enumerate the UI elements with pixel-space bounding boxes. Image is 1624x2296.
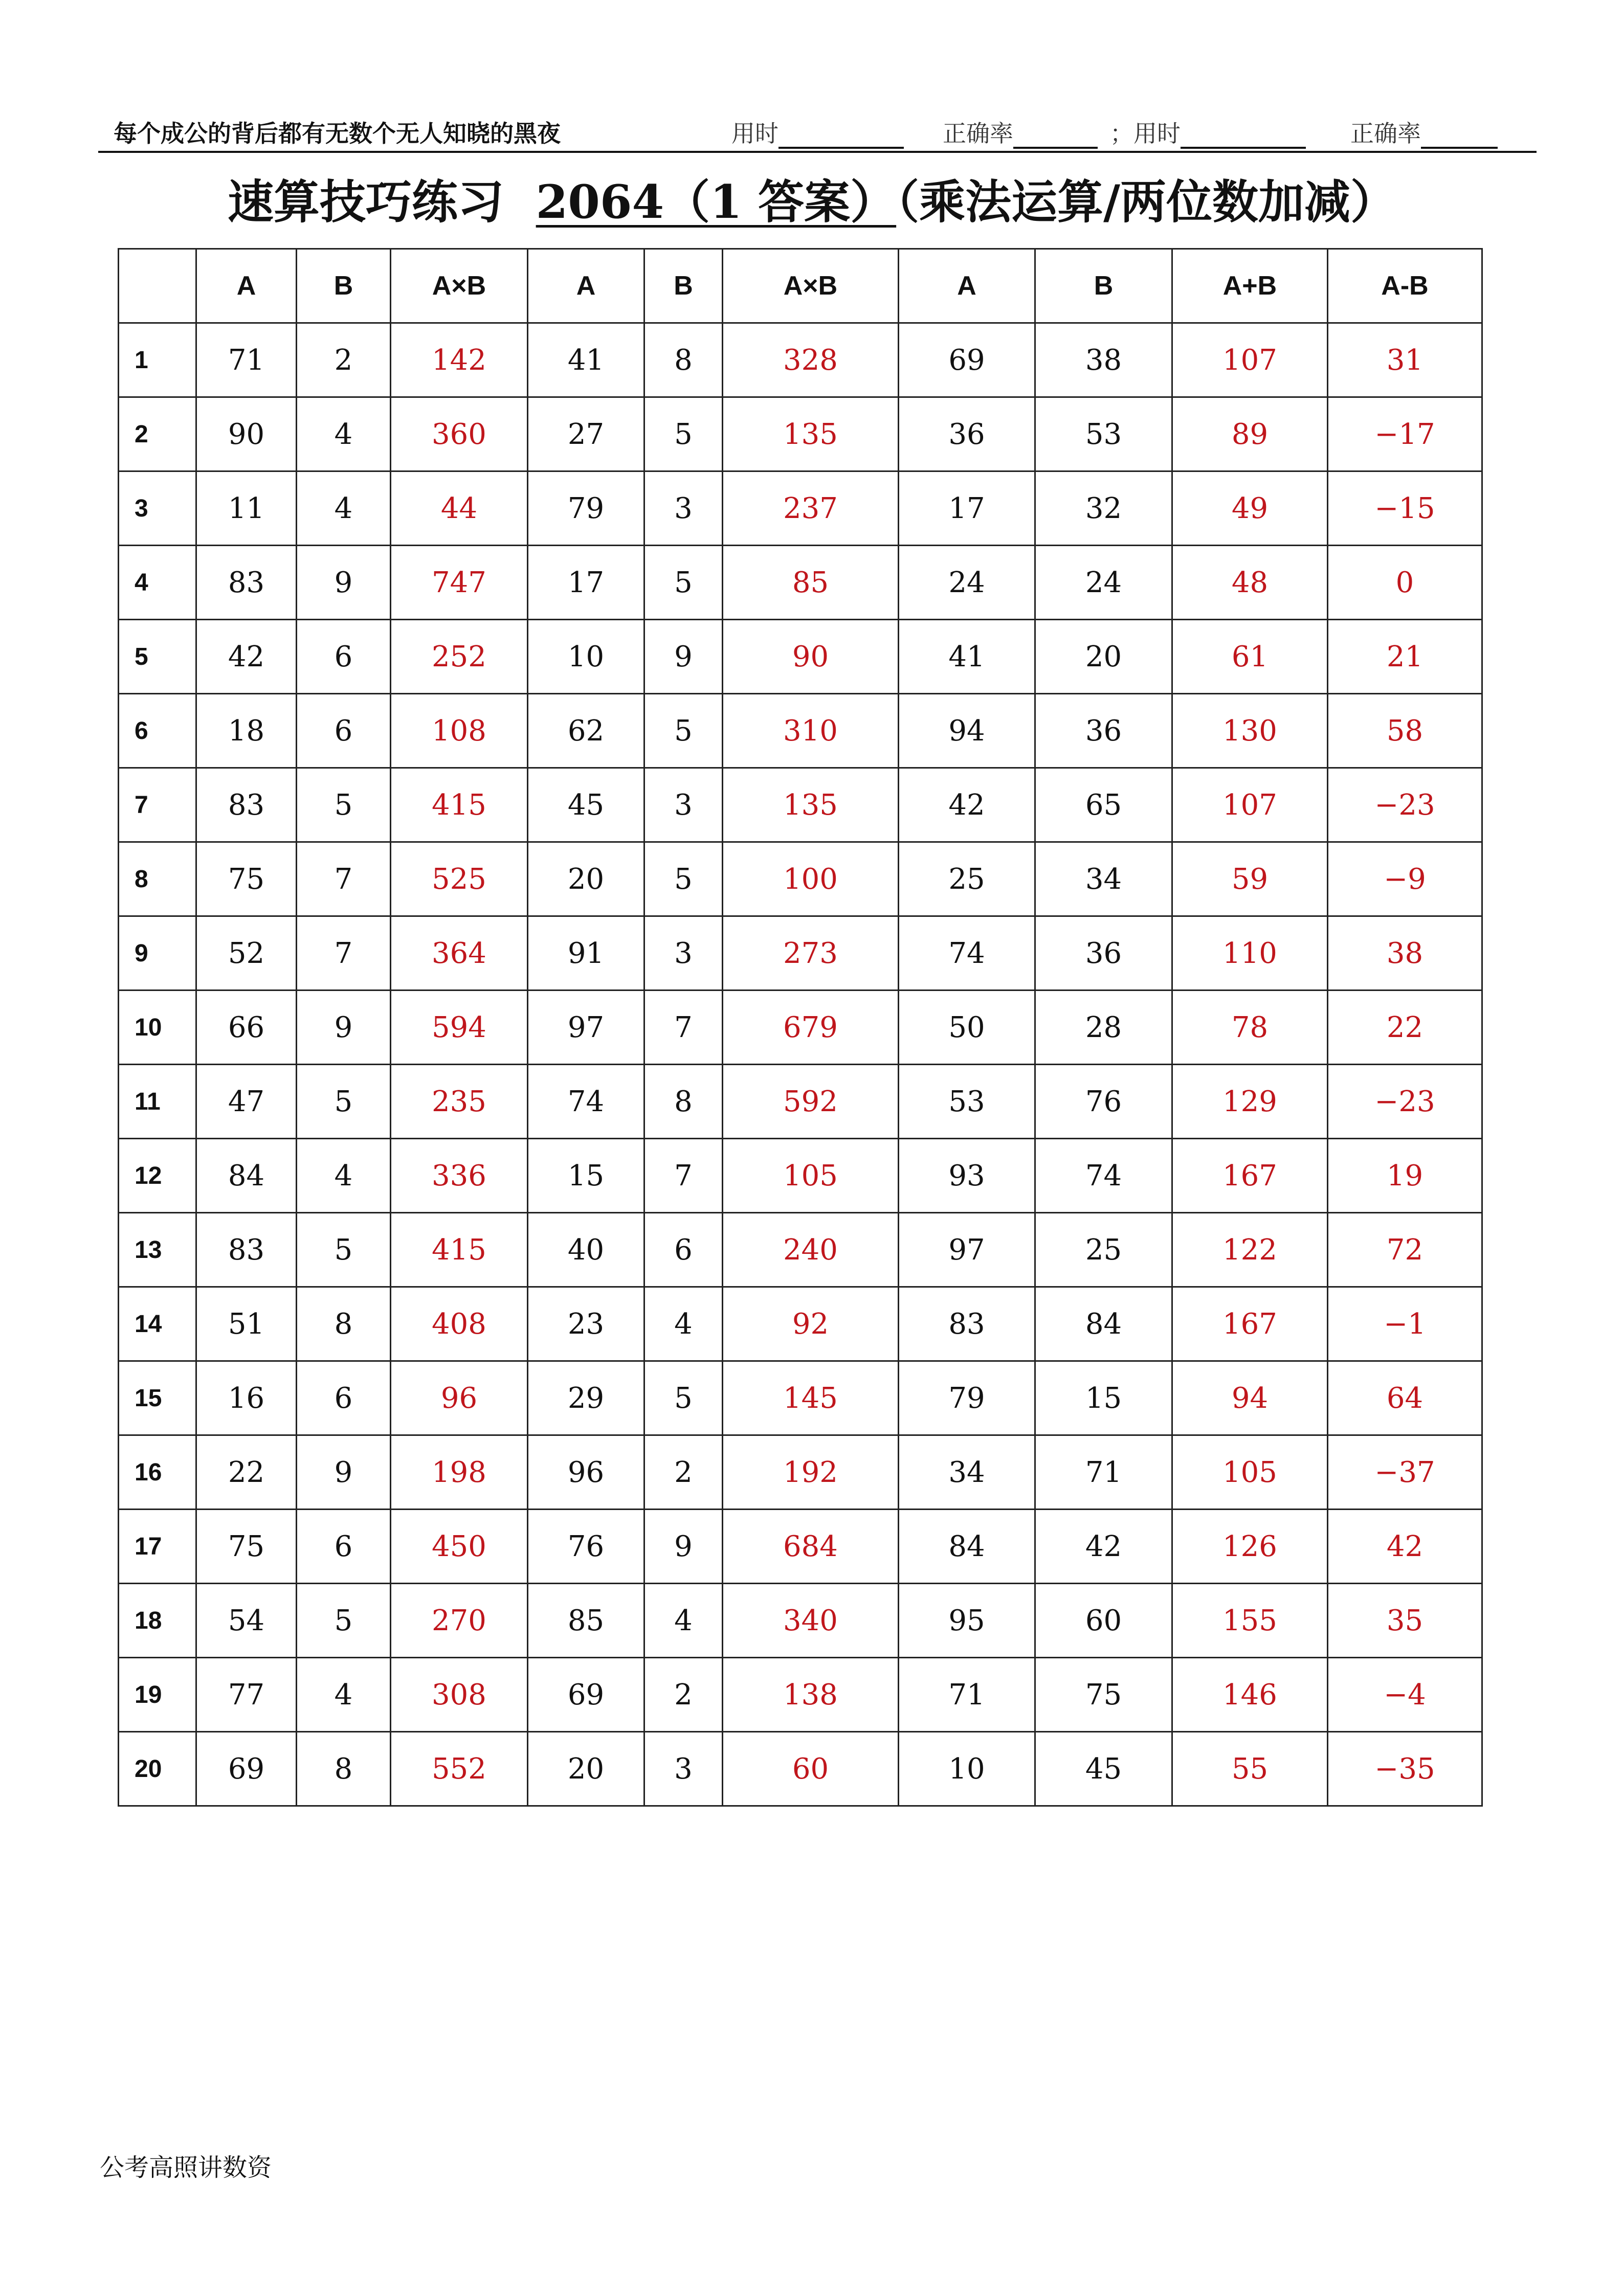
operand-cell: 20 — [528, 1732, 644, 1806]
operand-cell: 53 — [899, 1065, 1035, 1139]
answer-cell: 90 — [723, 620, 899, 694]
answer-cell: 525 — [391, 842, 528, 916]
answer-cell: 44 — [391, 471, 528, 546]
answer-cell: 308 — [391, 1658, 528, 1732]
row-number: 18 — [119, 1584, 196, 1658]
answer-cell: −9 — [1328, 842, 1482, 916]
row-number: 12 — [119, 1139, 196, 1213]
table-row — [119, 694, 1482, 768]
answer-cell: 167 — [1172, 1287, 1328, 1361]
operand-cell: 9 — [297, 1435, 391, 1510]
answer-cell: 273 — [723, 916, 899, 991]
accuracy-label-1: 正确率 — [943, 120, 1013, 147]
operand-cell: 6 — [297, 1361, 391, 1435]
operand-cell: 8 — [644, 1065, 723, 1139]
answer-cell: 594 — [391, 991, 528, 1065]
operand-cell: 6 — [297, 620, 391, 694]
operand-cell: 53 — [1035, 397, 1172, 471]
operand-cell: 4 — [297, 1139, 391, 1213]
table-row — [119, 1732, 1482, 1806]
operand-cell: 3 — [644, 768, 723, 842]
operand-cell: 34 — [1035, 842, 1172, 916]
operand-cell: 2 — [644, 1435, 723, 1510]
title-number: 2064（1 答案） — [536, 175, 897, 229]
operand-cell: 5 — [644, 1361, 723, 1435]
table-row — [119, 1065, 1482, 1139]
table-row — [119, 768, 1482, 842]
answer-cell: 61 — [1172, 620, 1328, 694]
accuracy-blank-2[interactable] — [1421, 123, 1498, 149]
answer-cell: 126 — [1172, 1510, 1328, 1584]
operand-cell: 18 — [196, 694, 297, 768]
operand-cell: 36 — [1035, 916, 1172, 991]
column-header: A — [528, 249, 644, 323]
operand-cell: 6 — [297, 1510, 391, 1584]
header-motto: 每个成公的背后都有无数个无人知晓的黑夜 — [114, 120, 561, 147]
answer-cell: 129 — [1172, 1065, 1328, 1139]
row-number: 9 — [119, 916, 196, 991]
operand-cell: 41 — [528, 323, 644, 397]
answer-cell: 72 — [1328, 1213, 1482, 1287]
column-header: A — [196, 249, 297, 323]
operand-cell: 91 — [528, 916, 644, 991]
row-number: 1 — [119, 323, 196, 397]
operand-cell: 6 — [644, 1213, 723, 1287]
operand-cell: 4 — [644, 1287, 723, 1361]
answer-cell: 96 — [391, 1361, 528, 1435]
operand-cell: 10 — [899, 1732, 1035, 1806]
operand-cell: 6 — [297, 694, 391, 768]
answer-cell: 552 — [391, 1732, 528, 1806]
operand-cell: 54 — [196, 1584, 297, 1658]
row-number: 15 — [119, 1361, 196, 1435]
row-number: 6 — [119, 694, 196, 768]
table-row — [119, 1584, 1482, 1658]
operand-cell: 84 — [1035, 1287, 1172, 1361]
operand-cell: 47 — [196, 1065, 297, 1139]
answer-cell: 107 — [1172, 768, 1328, 842]
operand-cell: 15 — [1035, 1361, 1172, 1435]
table-row — [119, 397, 1482, 471]
operand-cell: 17 — [899, 471, 1035, 546]
accuracy-label-2: 正确率 — [1350, 120, 1421, 147]
operand-cell: 36 — [1035, 694, 1172, 768]
answer-cell: 135 — [723, 397, 899, 471]
operand-cell: 85 — [528, 1584, 644, 1658]
operand-cell: 17 — [528, 546, 644, 620]
operand-cell: 45 — [528, 768, 644, 842]
answer-cell: 35 — [1328, 1584, 1482, 1658]
answer-cell: 135 — [723, 768, 899, 842]
answer-cell: 64 — [1328, 1361, 1482, 1435]
operand-cell: 8 — [297, 1287, 391, 1361]
table-row — [119, 842, 1482, 916]
answer-cell: 138 — [723, 1658, 899, 1732]
row-number: 16 — [119, 1435, 196, 1510]
answer-cell: 78 — [1172, 991, 1328, 1065]
answer-cell: −15 — [1328, 471, 1482, 546]
operand-cell: 25 — [1035, 1213, 1172, 1287]
operand-cell: 69 — [899, 323, 1035, 397]
operand-cell: 3 — [644, 471, 723, 546]
table-row — [119, 471, 1482, 546]
row-number: 7 — [119, 768, 196, 842]
operand-cell: 71 — [1035, 1435, 1172, 1510]
row-number: 14 — [119, 1287, 196, 1361]
operand-cell: 32 — [1035, 471, 1172, 546]
row-number: 20 — [119, 1732, 196, 1806]
answer-cell: 679 — [723, 991, 899, 1065]
answer-cell: −17 — [1328, 397, 1482, 471]
answer-cell: 58 — [1328, 694, 1482, 768]
operand-cell: 5 — [297, 768, 391, 842]
answer-cell: 142 — [391, 323, 528, 397]
answer-cell: 60 — [723, 1732, 899, 1806]
operand-cell: 29 — [528, 1361, 644, 1435]
separator: ； — [1110, 120, 1133, 147]
operand-cell: 90 — [196, 397, 297, 471]
answer-cell: −23 — [1328, 768, 1482, 842]
page-title — [0, 165, 1624, 231]
answer-cell: 122 — [1172, 1213, 1328, 1287]
operand-cell: 76 — [1035, 1065, 1172, 1139]
answer-cell: 107 — [1172, 323, 1328, 397]
column-header: A — [899, 249, 1035, 323]
answer-cell: 415 — [391, 768, 528, 842]
operand-cell: 4 — [297, 471, 391, 546]
operand-cell: 84 — [196, 1139, 297, 1213]
operand-cell: 42 — [1035, 1510, 1172, 1584]
answer-cell: −4 — [1328, 1658, 1482, 1732]
operand-cell: 66 — [196, 991, 297, 1065]
table-row — [119, 546, 1482, 620]
table-row — [119, 1435, 1482, 1510]
answer-cell: −1 — [1328, 1287, 1482, 1361]
answer-cell: 747 — [391, 546, 528, 620]
column-header: B — [297, 249, 391, 323]
row-number: 4 — [119, 546, 196, 620]
row-number: 8 — [119, 842, 196, 916]
operand-cell: 77 — [196, 1658, 297, 1732]
operand-cell: 40 — [528, 1213, 644, 1287]
answer-cell: 450 — [391, 1510, 528, 1584]
column-header: A+B — [1172, 249, 1328, 323]
answer-cell: 59 — [1172, 842, 1328, 916]
answer-cell: 360 — [391, 397, 528, 471]
operand-cell: 75 — [196, 842, 297, 916]
row-number: 2 — [119, 397, 196, 471]
answer-cell: 145 — [723, 1361, 899, 1435]
operand-cell: 2 — [644, 1658, 723, 1732]
operand-cell: 84 — [899, 1510, 1035, 1584]
header-rule — [98, 151, 1537, 153]
answer-cell: 408 — [391, 1287, 528, 1361]
table-row — [119, 1510, 1482, 1584]
answer-cell: 684 — [723, 1510, 899, 1584]
operand-cell: 75 — [1035, 1658, 1172, 1732]
answer-cell: 89 — [1172, 397, 1328, 471]
operand-cell: 3 — [644, 916, 723, 991]
operand-cell: 9 — [644, 620, 723, 694]
column-header: A-B — [1328, 249, 1482, 323]
time-label-1: 用时 — [731, 120, 778, 147]
answer-cell: 42 — [1328, 1510, 1482, 1584]
operand-cell: 3 — [644, 1732, 723, 1806]
table-row — [119, 1287, 1482, 1361]
operand-cell: 9 — [297, 991, 391, 1065]
operand-cell: 96 — [528, 1435, 644, 1510]
operand-cell: 4 — [297, 397, 391, 471]
answer-cell: 146 — [1172, 1658, 1328, 1732]
operand-cell: 5 — [297, 1584, 391, 1658]
operand-cell: 50 — [899, 991, 1035, 1065]
operand-cell: 65 — [1035, 768, 1172, 842]
operand-cell: 5 — [297, 1213, 391, 1287]
table-header-row — [119, 249, 1482, 323]
answer-cell: 167 — [1172, 1139, 1328, 1213]
operand-cell: 5 — [644, 694, 723, 768]
operand-cell: 16 — [196, 1361, 297, 1435]
answer-cell: 55 — [1172, 1732, 1328, 1806]
operand-cell: 10 — [528, 620, 644, 694]
answer-cell: 21 — [1328, 620, 1482, 694]
operand-cell: 9 — [297, 546, 391, 620]
operand-cell: 27 — [528, 397, 644, 471]
accuracy-field-2 — [1350, 115, 1498, 149]
answer-cell: −35 — [1328, 1732, 1482, 1806]
operand-cell: 97 — [899, 1213, 1035, 1287]
table-row — [119, 1658, 1482, 1732]
column-header: B — [1035, 249, 1172, 323]
operand-cell: 94 — [899, 694, 1035, 768]
answer-cell: 31 — [1328, 323, 1482, 397]
operand-cell: 74 — [528, 1065, 644, 1139]
answer-cell: 48 — [1172, 546, 1328, 620]
operand-cell: 79 — [899, 1361, 1035, 1435]
answer-cell: 155 — [1172, 1584, 1328, 1658]
answer-cell: 49 — [1172, 471, 1328, 546]
operand-cell: 8 — [644, 323, 723, 397]
operand-cell: 69 — [196, 1732, 297, 1806]
operand-cell: 7 — [644, 991, 723, 1065]
time-field-1 — [731, 115, 904, 149]
answer-cell: 237 — [723, 471, 899, 546]
operand-cell: 93 — [899, 1139, 1035, 1213]
table-row — [119, 916, 1482, 991]
column-header: B — [644, 249, 723, 323]
row-number: 10 — [119, 991, 196, 1065]
operand-cell: 20 — [528, 842, 644, 916]
operand-cell: 24 — [899, 546, 1035, 620]
operand-cell: 7 — [644, 1139, 723, 1213]
operand-cell: 7 — [297, 916, 391, 991]
operand-cell: 60 — [1035, 1584, 1172, 1658]
operand-cell: 34 — [899, 1435, 1035, 1510]
answer-cell: 92 — [723, 1287, 899, 1361]
answer-cell: 110 — [1172, 916, 1328, 991]
answer-cell: 19 — [1328, 1139, 1482, 1213]
operand-cell: 28 — [1035, 991, 1172, 1065]
operand-cell: 41 — [899, 620, 1035, 694]
table-row — [119, 323, 1482, 397]
operand-cell: 71 — [899, 1658, 1035, 1732]
time-blank-2[interactable] — [1181, 123, 1306, 149]
row-number: 13 — [119, 1213, 196, 1287]
answer-cell: −23 — [1328, 1065, 1482, 1139]
answer-cell: 310 — [723, 694, 899, 768]
operand-cell: 95 — [899, 1584, 1035, 1658]
column-header — [119, 249, 196, 323]
operand-cell: 4 — [297, 1658, 391, 1732]
column-header: A×B — [391, 249, 528, 323]
row-number: 3 — [119, 471, 196, 546]
operand-cell: 4 — [644, 1584, 723, 1658]
operand-cell: 83 — [196, 1213, 297, 1287]
time-blank-1[interactable] — [778, 123, 904, 149]
table-row — [119, 1213, 1482, 1287]
operand-cell: 2 — [297, 323, 391, 397]
operand-cell: 25 — [899, 842, 1035, 916]
row-number: 5 — [119, 620, 196, 694]
table-body — [119, 323, 1482, 1806]
operand-cell: 83 — [196, 768, 297, 842]
operand-cell: 5 — [644, 397, 723, 471]
accuracy-blank-1[interactable] — [1013, 123, 1098, 149]
title-prefix: 速算技巧练习 — [228, 175, 504, 229]
operand-cell: 51 — [196, 1287, 297, 1361]
operand-cell: 42 — [196, 620, 297, 694]
operand-cell: 75 — [196, 1510, 297, 1584]
answer-cell: 240 — [723, 1213, 899, 1287]
operand-cell: 5 — [644, 842, 723, 916]
footer-text: 公考高照讲数资 — [100, 2153, 272, 2182]
time-label-2: 用时 — [1133, 120, 1181, 147]
answer-cell: 130 — [1172, 694, 1328, 768]
row-number: 11 — [119, 1065, 196, 1139]
column-header: A×B — [723, 249, 899, 323]
operand-cell: 69 — [528, 1658, 644, 1732]
operand-cell: 22 — [196, 1435, 297, 1510]
operand-cell: 62 — [528, 694, 644, 768]
answer-cell: 340 — [723, 1584, 899, 1658]
operand-cell: 15 — [528, 1139, 644, 1213]
operand-cell: 24 — [1035, 546, 1172, 620]
operand-cell: 76 — [528, 1510, 644, 1584]
operand-cell: 5 — [644, 546, 723, 620]
operand-cell: 38 — [1035, 323, 1172, 397]
answer-cell: 38 — [1328, 916, 1482, 991]
answer-cell: −37 — [1328, 1435, 1482, 1510]
answer-cell: 198 — [391, 1435, 528, 1510]
answer-cell: 192 — [723, 1435, 899, 1510]
operand-cell: 42 — [899, 768, 1035, 842]
operand-cell: 97 — [528, 991, 644, 1065]
answer-cell: 85 — [723, 546, 899, 620]
answer-cell: 235 — [391, 1065, 528, 1139]
operand-cell: 11 — [196, 471, 297, 546]
answer-cell: 364 — [391, 916, 528, 991]
exercise-table — [118, 248, 1483, 1807]
table-row — [119, 1139, 1482, 1213]
answer-cell: 105 — [723, 1139, 899, 1213]
answer-cell: 100 — [723, 842, 899, 916]
title-suffix: （乘法运算/两位数加减） — [896, 175, 1396, 229]
accuracy-field-1 — [943, 115, 1098, 149]
operand-cell: 74 — [1035, 1139, 1172, 1213]
table-row — [119, 991, 1482, 1065]
operand-cell: 20 — [1035, 620, 1172, 694]
operand-cell: 8 — [297, 1732, 391, 1806]
answer-cell: 94 — [1172, 1361, 1328, 1435]
answer-cell: 105 — [1172, 1435, 1328, 1510]
operand-cell: 74 — [899, 916, 1035, 991]
answer-cell: 108 — [391, 694, 528, 768]
answer-cell: 592 — [723, 1065, 899, 1139]
time-field-2 — [1110, 115, 1306, 149]
table-row — [119, 1361, 1482, 1435]
operand-cell: 45 — [1035, 1732, 1172, 1806]
operand-cell: 83 — [899, 1287, 1035, 1361]
answer-cell: 336 — [391, 1139, 528, 1213]
row-number: 17 — [119, 1510, 196, 1584]
operand-cell: 5 — [297, 1065, 391, 1139]
answer-cell: 415 — [391, 1213, 528, 1287]
operand-cell: 9 — [644, 1510, 723, 1584]
operand-cell: 7 — [297, 842, 391, 916]
operand-cell: 83 — [196, 546, 297, 620]
operand-cell: 79 — [528, 471, 644, 546]
answer-cell: 328 — [723, 323, 899, 397]
operand-cell: 23 — [528, 1287, 644, 1361]
operand-cell: 52 — [196, 916, 297, 991]
operand-cell: 71 — [196, 323, 297, 397]
operand-cell: 36 — [899, 397, 1035, 471]
answer-cell: 252 — [391, 620, 528, 694]
row-number: 19 — [119, 1658, 196, 1732]
answer-cell: 0 — [1328, 546, 1482, 620]
table-row — [119, 620, 1482, 694]
answer-cell: 22 — [1328, 991, 1482, 1065]
answer-cell: 270 — [391, 1584, 528, 1658]
